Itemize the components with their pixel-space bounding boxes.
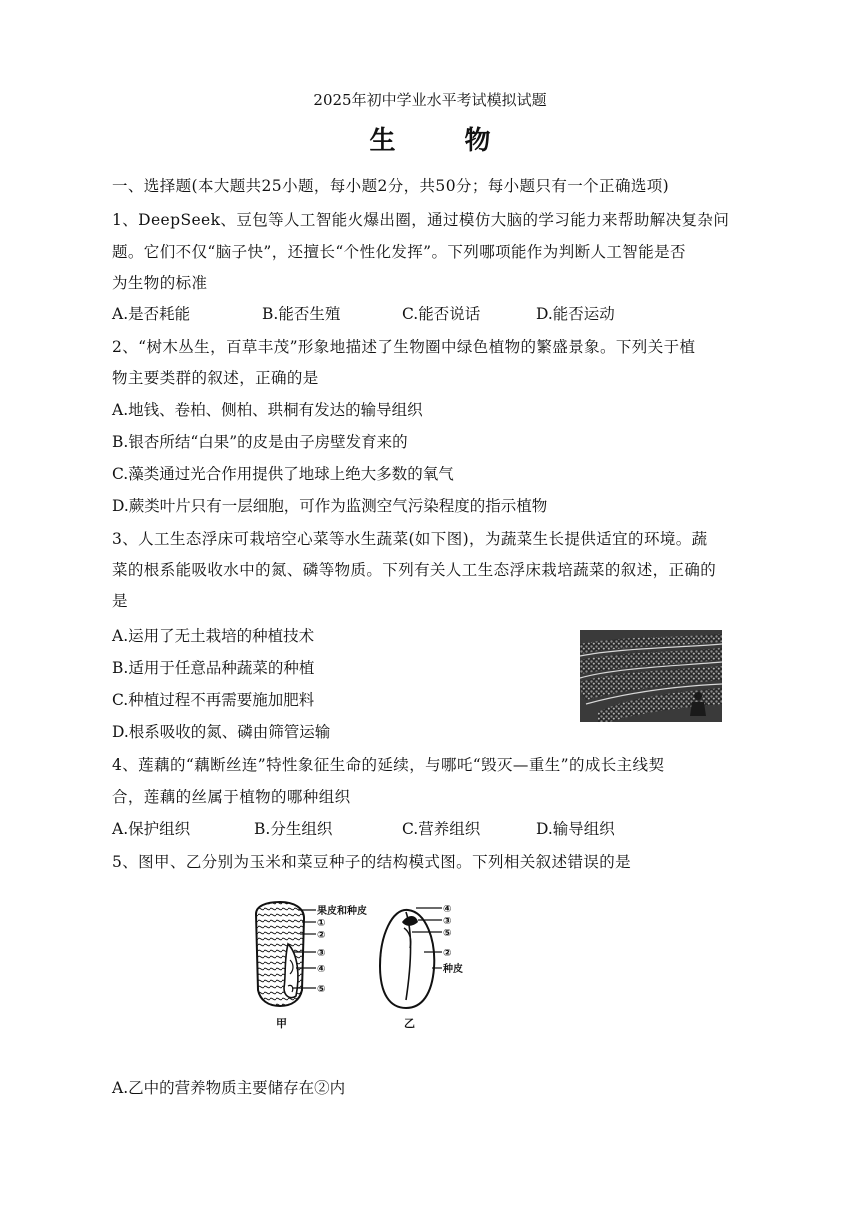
q1-line-2: 题。它们不仅“脑子快”，还擅长“个性化发挥”。下列哪项能作为判断人工智能是否 (112, 243, 686, 261)
subject-title: 生 物 (369, 126, 521, 156)
q1-option-d: D.能否运动 (536, 305, 615, 323)
q1-option-b: B.能否生殖 (262, 305, 341, 323)
q2-option-c: C.藻类通过光合作用提供了地球上绝大多数的氧气 (112, 465, 454, 483)
yi-label-3: ② (443, 948, 452, 959)
q1-option-c: C.能否说话 (402, 305, 481, 323)
q2-line-2: 物主要类群的叙述，正确的是 (112, 369, 319, 387)
exam-subtitle: 2025年初中学业水平考试模拟试题 (313, 91, 547, 109)
q3-option-d: D.根系吸收的氮、磷由筛管运输 (112, 723, 331, 741)
q4-option-d: D.输导组织 (536, 820, 615, 838)
q5-line-1: 5、图甲、乙分别为玉米和菜豆种子的结构模式图。下列相关叙述错误的是 (112, 853, 632, 871)
q3-line-1: 3、人工生态浮床可栽培空心菜等水生蔬菜(如下图)，为蔬菜生长提供适宜的环境。蔬 (112, 530, 708, 548)
q4-option-c: C.营养组织 (402, 820, 481, 838)
jia-label-0: 果皮和种皮 (317, 906, 367, 917)
q3-option-a: A.运用了无土栽培的种植技术 (112, 627, 315, 645)
q4-option-a: A.保护组织 (112, 820, 191, 838)
q4-line-1: 4、莲藕的“藕断丝连”特性象征生命的延续，与哪吒“毁灭—重生”的成长主线契 (112, 756, 665, 774)
q3-line-2: 菜的根系能吸收水中的氮、磷等物质。下列有关人工生态浮床栽培蔬菜的叙述，正确的 (112, 561, 717, 579)
q3-option-c: C.种植过程不再需要施加肥料 (112, 691, 315, 709)
q1-line-1: 1、DeepSeek、豆包等人工智能火爆出圈，通过模仿大脑的学习能力来帮助解决复杂问 (112, 211, 730, 229)
yi-label-1: ③ (443, 916, 452, 927)
q2-option-d: D.蕨类叶片只有一层细胞，可作为监测空气污染程度的指示植物 (112, 497, 548, 515)
q2-option-a: A.地钱、卷柏、侧柏、珙桐有发达的输导组织 (112, 401, 423, 419)
jia-label-5: ⑤ (317, 984, 326, 995)
yi-label-4: 种皮 (443, 964, 463, 975)
jia-label-4: ④ (317, 964, 326, 975)
yi-label-0: ④ (443, 904, 452, 915)
seed-structure-diagram (246, 900, 476, 1032)
q2-line-1: 2、“树木丛生，百草丰茂”形象地描述了生物圈中绿色植物的繁盛景象。下列关于植 (112, 338, 696, 356)
yi-caption: 乙 (404, 1017, 415, 1030)
q3-line-3: 是 (112, 592, 128, 610)
q4-line-2: 合，莲藕的丝属于植物的哪种组织 (112, 788, 351, 806)
q1-line-3: 为生物的标准 (112, 274, 208, 292)
q2-option-b: B.银杏所结“白果”的皮是由子房壁发育来的 (112, 433, 408, 451)
section-heading: 一、选择题(本大题共25小题，每小题2分，共50分；每小题只有一个正确选项) (112, 177, 670, 195)
jia-label-2: ② (317, 930, 326, 941)
jia-label-1: ① (317, 918, 326, 929)
yi-label-2: ⑤ (443, 928, 452, 939)
jia-label-3: ③ (317, 948, 326, 959)
q3-option-b: B.适用于任意品种蔬菜的种植 (112, 659, 315, 677)
jia-caption: 甲 (276, 1017, 287, 1030)
q5-option-a: A.乙中的营养物质主要储存在②内 (112, 1079, 346, 1097)
q4-option-b: B.分生组织 (254, 820, 333, 838)
q1-option-a: A.是否耗能 (112, 305, 191, 323)
floating-bed-photo (580, 630, 722, 722)
